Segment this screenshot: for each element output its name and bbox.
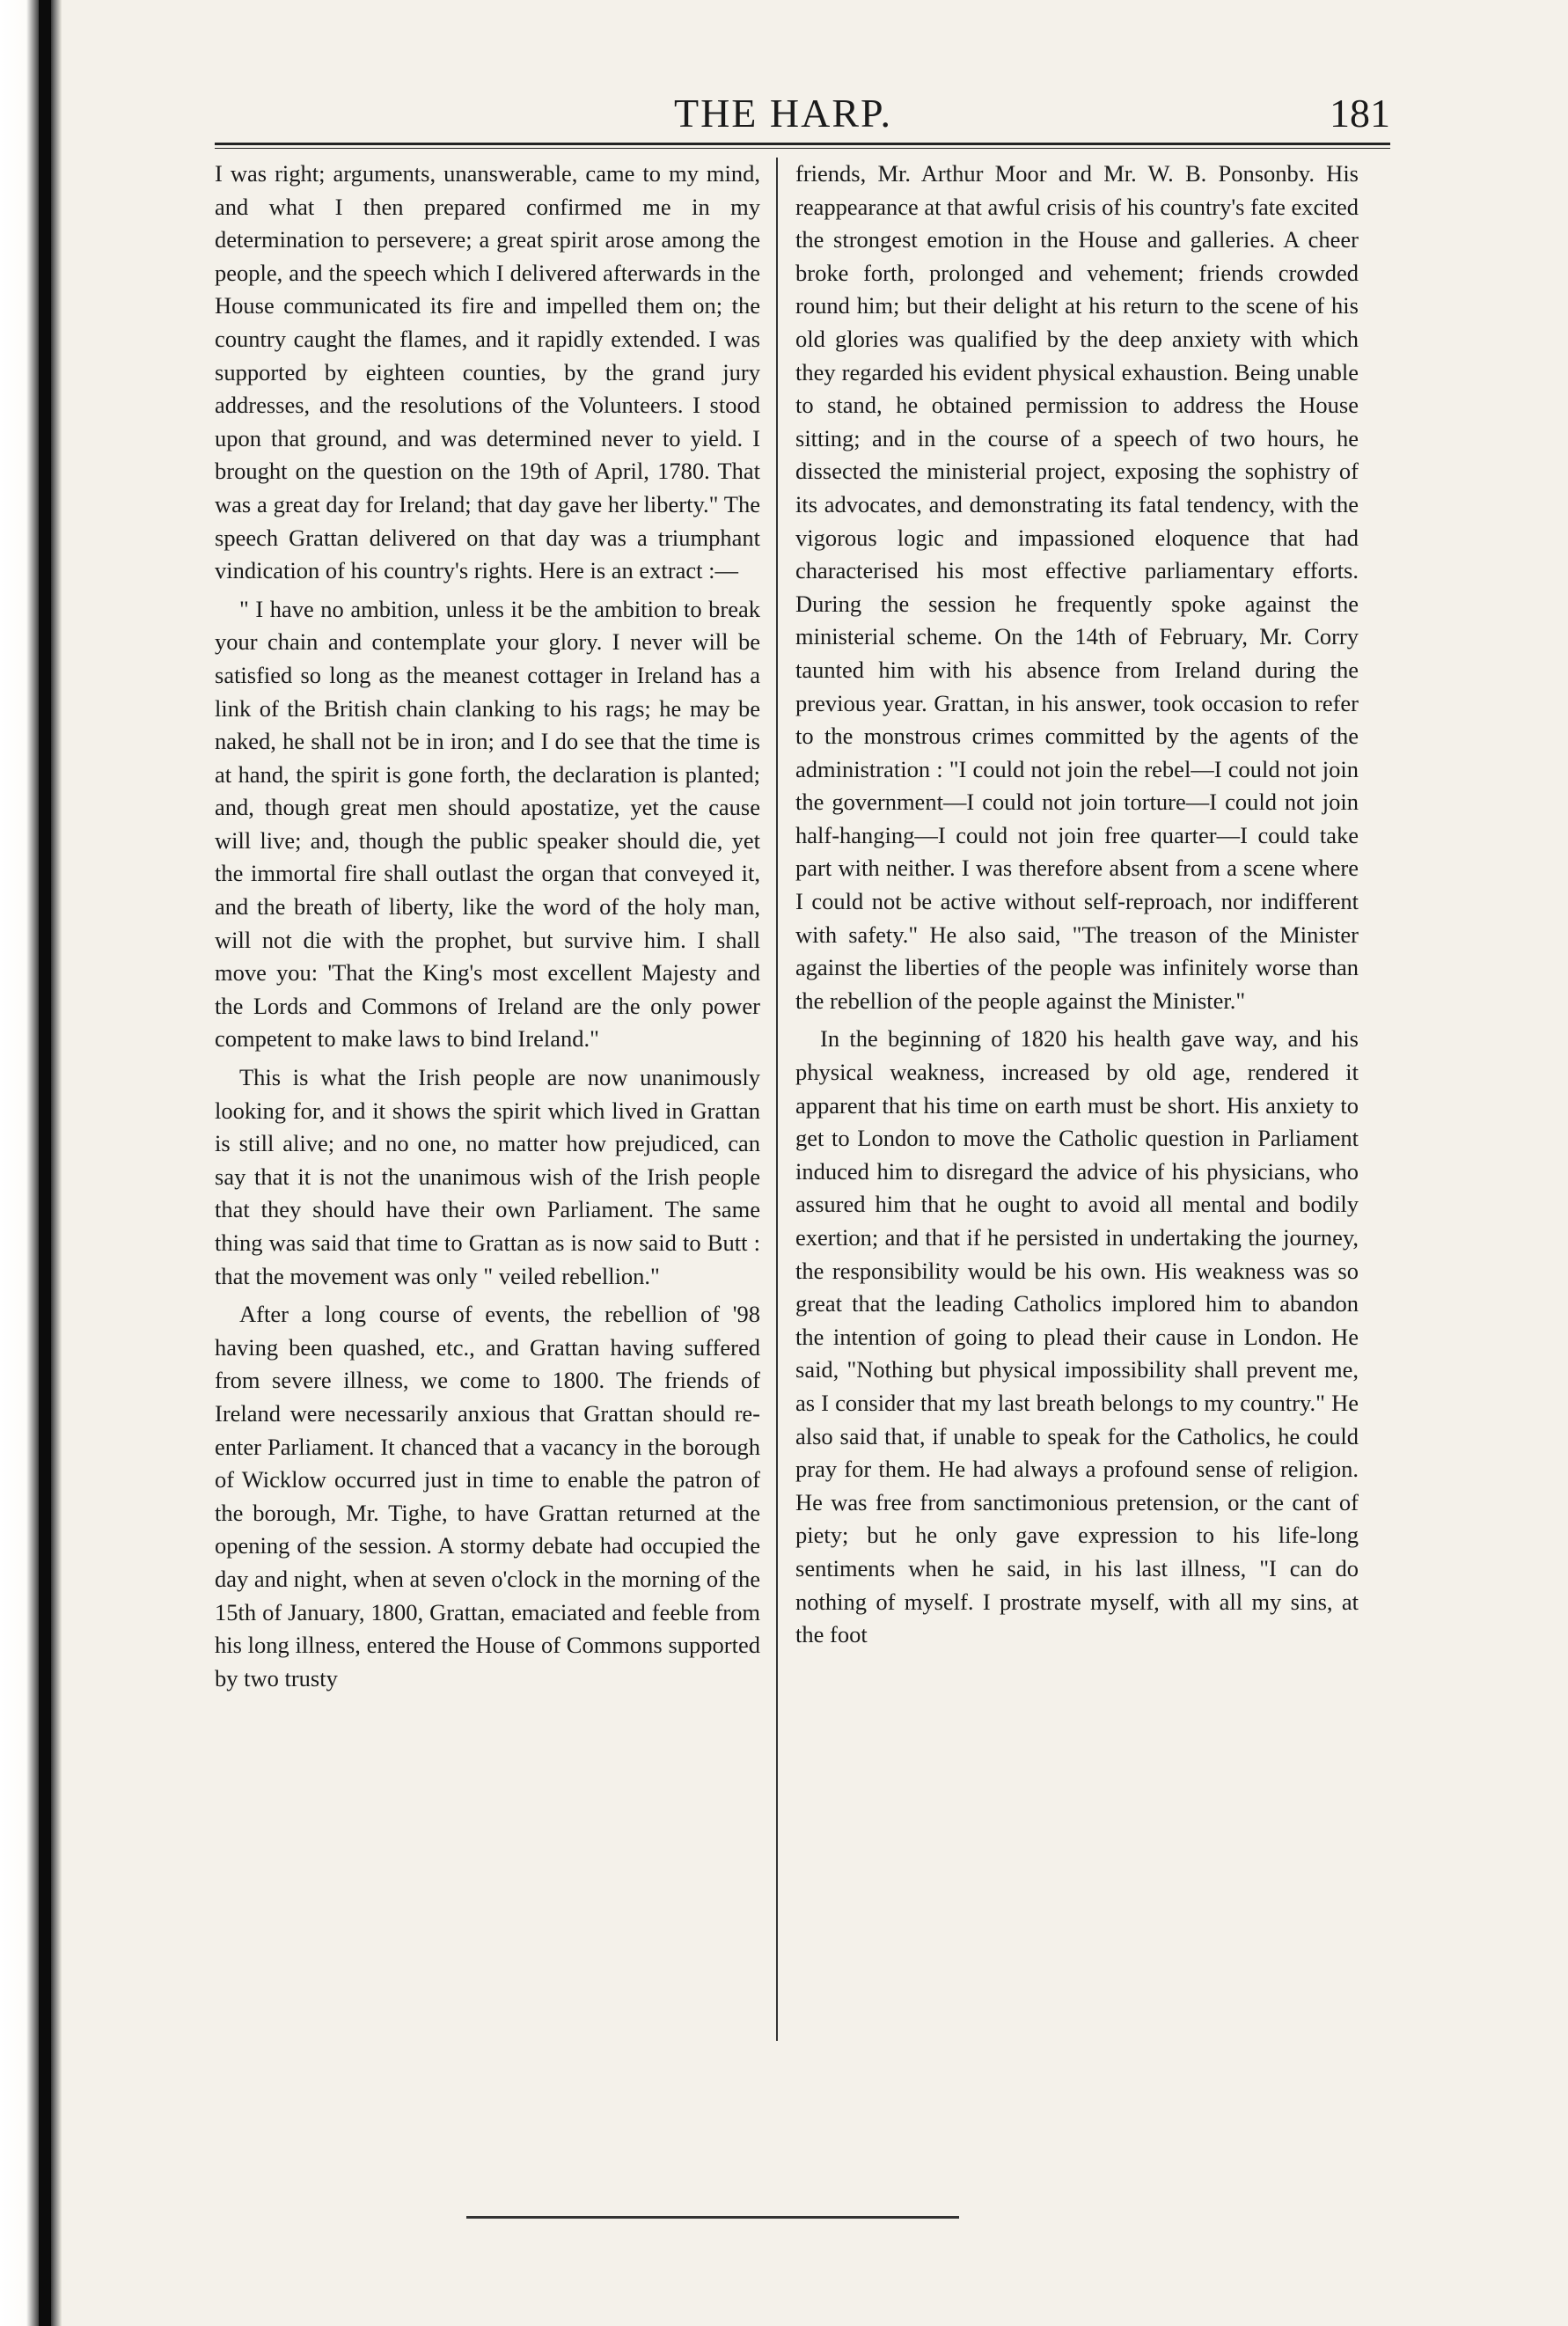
column-divider	[776, 158, 778, 2041]
paragraph: This is what the Irish people are now unanimously looking for, and it shows the spirit which lived in Grattan is still alive; and no one, no matter how prejudiced, can say that it is not the unanimous wish of the Irish people that they should have their own Parliament. The same thing was said that time to Grattan as is now said to Butt : that the movement was only " veiled rebellion."	[215, 1064, 760, 1289]
header-rule	[215, 143, 1390, 149]
page-number: 181	[1330, 91, 1390, 136]
right-column	[792, 158, 1359, 2041]
book-binding-edge	[0, 0, 62, 2326]
page-header	[176, 84, 1390, 143]
paragraph: " I have no ambition, unless it be the ambition to break your chain and contemplate your glory. I never will be satisfied so long as the meanest cottager in Ireland has a link of the British chain clanking to his rags; he may be naked, he shall not be in iron; and I do see that the time is at hand, the spirit is gone forth, the declaration is planted; and, though great men should apostatize, yet the cause will live; and, though the public speaker should die, yet the immortal fire shall outlast the organ that conveyed it, and the breath of liberty, like the word of the holy man, will not die with the prophet, but survive him. I shall move you: 'That the King's most excellent Majesty and the Lords and Commons of Ireland are the only power competent to make laws to bind Ireland."	[215, 595, 760, 1053]
paragraph: I was right; arguments, unanswerable, came to my mind, and what I then prepared confirmed me in my determination to persevere; a great spirit arose among the people, and the speech which I delivered afterwards in the House communicated its fire and impelled them on; the country caught the flames, and it rapidly extended. I was supported by eighteen counties, by the grand jury addresses, and the resolutions of the Volunteers. I stood upon that ground, and was determined never to yield. I brought on the question on the 19th of April, 1780. That was a great day for Ireland; that day gave her liberty." The speech Grattan delivered on that day was a triumphant vindication of his country's rights. Here is an extract :—	[215, 160, 760, 584]
paragraph: friends, Mr. Arthur Moor and Mr. W. B. Ponsonby. His reappearance at that awful crisis of his country's fate excited the strongest emotion in the House and galleries. A cheer broke forth, prolonged and vehement; friends crowded round him; but their delight at his return to the scene of his old glories was qualified by the deep anxiety with which they regarded his evident physical exhaustion. Being unable to stand, he obtained permission to address the House sitting; and in the course of a speech of two hours, he dissected the ministerial project, exposing the sophistry of its advocates, and demonstrating its fatal tendency, with the vigorous logic and impassioned eloquence that had characterised his most effective parliamentary efforts. During the session he frequently spoke against the ministerial scheme. On the 14th of February, Mr. Corry taunted him with his absence from Ireland during the previous year. Grattan, in his answer, took occasion to refer to the monstrous crimes committed by the agents of the administration : "I could not join the rebel—I could not join the government—I could not join torture—I could not join half-hanging—I could not join free quarter—I could take part with neither. I was therefore absent from a scene where I could not be active without self-reproach, nor indifferent with safety." He also said, "The treason of the Minister against the liberties of the people was infinitely worse than the rebellion of the people against the Minister."	[795, 160, 1359, 1014]
paragraph: After a long course of events, the rebellion of '98 having been quashed, etc., and Grattan having suffered from severe illness, we come to 1800. The friends of Ireland were necessarily anxious that Grattan should re-enter Parliament. It chanced that a vacancy in the borough of Wicklow occurred just in time to enable the patron of the borough, Mr. Tighe, to have Grattan returned at the opening of the session. A stormy debate had occupied the day and night, when at seven o'clock in the morning of the 15th of January, 1800, Grattan, emaciated and feeble from his long illness, entered the House of Commons supported by two trusty	[215, 1301, 761, 1691]
text-columns	[176, 158, 1390, 2041]
paragraph: In the beginning of 1820 his health gave way, and his physical weakness, increased by old age, rendered it apparent that his time on earth must be short. His anxiety to get to London to move the Catholic question in Parliament induced him to disregard the advice of his physicians, who assured him that he ought to avoid all mental and bodily exertion; and that if he persisted in undertaking the journey, the responsibility would be his own. His weakness was so great that the leading Catholics implored him to abandon the intention of going to plead their cause in London. He said, "Nothing but physical impossibility shall prevent me, as I consider that my last breath belongs to my country." He also said that, if unable to speak for the Catholics, he could pray for them. He had always a profound sense of religion. He was free from sanctimonious pretension, or the cant of piety; but he only gave expression to his life-long sentiments when he said, in his last illness, "I can do nothing of myself. I prostrate myself, with all my sins, at the foot	[795, 1025, 1359, 1648]
running-title: THE HARP.	[673, 91, 893, 136]
left-column	[176, 158, 776, 2041]
footer-rule	[466, 2216, 959, 2219]
page	[176, 84, 1390, 2232]
